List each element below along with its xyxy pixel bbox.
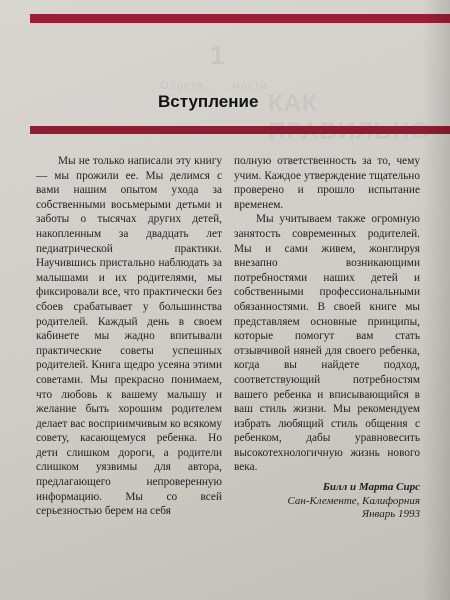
right-text-column xyxy=(234,154,420,522)
signature-date: Январь 1993 xyxy=(361,508,420,521)
signature-block xyxy=(234,481,420,522)
ghost-subtitle: Обрете... ...мости xyxy=(160,80,268,92)
paragraph: Мы учитываем также огромную занятость современных родителей. Мы и сами живем, жонглируя внезапно возникающими потребностями наших детей и собственными профессиональными обязанностями. В своей книге мы представляем основные принципы, которые помогут вам стать отзывчивой няней для своего ребенка, когда вы найдете подход, соответствующий потребностям вашего ребенка и вписывающийся в ваш стиль жизни. Мы рекомендуем избрать любящий стиль общения с ребенком, дабы уравновесить высокотехнологичную жизнь нового века. xyxy=(234,213,420,474)
title-underline-band xyxy=(30,126,450,134)
paragraph: Мы не только написали эту книгу — мы прожили ее. Мы делимся с вами нашим опытом ухода за собственными восьмерыми детьми и заботы о тысячах других детей, накопленным за двадцать лет педиатрической практики. Научившись пристально наблюдать за малышами и их родителями, мы фиксировали все, что практически без сбоев срабатывает у большинства родителей. Каждый день в своем кабинете мы жадно впитывали практические советы успешных родителей. Книга щедро усеяна этими советами. Мы прекрасно понимаем, что любовь к вашему малышу и желание быть хорошим родителем делает вас восприимчивым ко всякому совету, касающемуся ребенка. Но дети слишком дороги, а родители слишком уязвимы для автора, предлагающего непроверенную информацию. Мы со всей серьезностью берем на себя xyxy=(36,155,222,518)
show-through-text xyxy=(150,40,450,140)
page-edge-shadow xyxy=(422,0,450,600)
ghost-chapter-number: 1 xyxy=(210,40,225,70)
top-decorative-band xyxy=(30,14,450,23)
ghost-chapter-title: КАК xyxy=(268,90,318,117)
signature-place: Сан-Клементе, Калифорния xyxy=(287,494,420,507)
section-title: Вступление xyxy=(158,92,259,111)
author-names: Билл и Марта Сирс xyxy=(322,481,420,494)
left-text-column xyxy=(36,154,222,519)
paragraph: полную ответственность за то, чему учим. Каждое утверждение тщательно проверено и прошло испытание временем. xyxy=(234,155,420,211)
